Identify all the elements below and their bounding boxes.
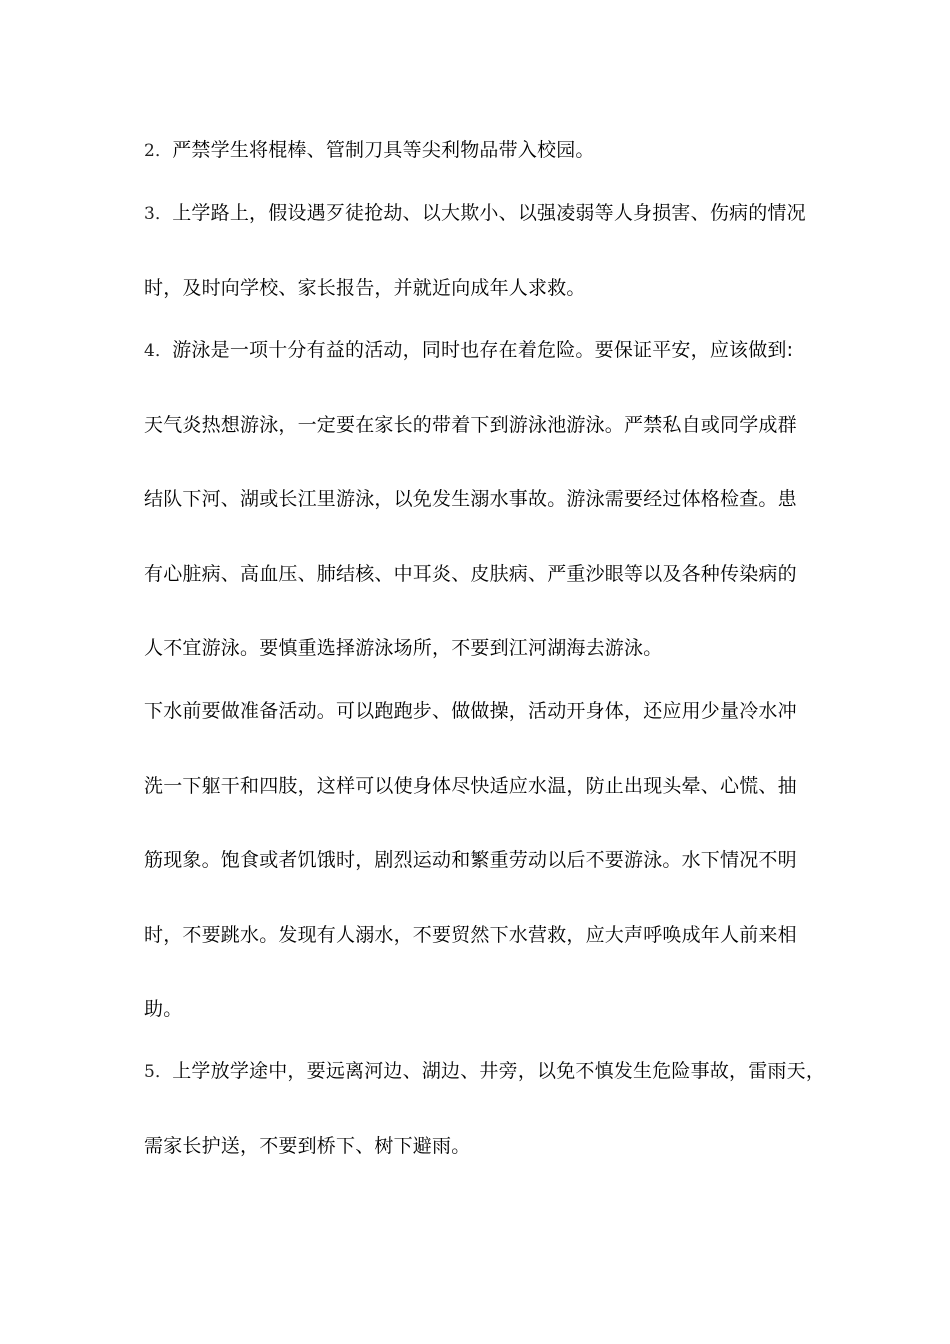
item-number: 5． xyxy=(144,1062,173,1082)
paragraph-line xyxy=(144,562,797,587)
paragraph-line xyxy=(144,413,797,438)
line-text: 下水前要做准备活动。可以跑跑步、做做操，活动开身体，还应用少量冷水冲 xyxy=(144,700,797,722)
paragraph-line xyxy=(144,699,797,724)
paragraph-line xyxy=(144,997,182,1022)
line-text: 筋现象。饱食或者饥饿时，剧烈运动和繁重劳动以后不要游泳。水下情况不明 xyxy=(144,849,797,871)
item-number: 4． xyxy=(144,341,173,361)
item-number: 3． xyxy=(144,204,173,224)
line-text: 上学放学途中，要远离河边、湖边、井旁，以免不慎发生危险事故，雷雨天， xyxy=(172,1060,826,1082)
line-text: 游泳是一项十分有益的活动，同时也存在着危险。要保证平安，应该做到: xyxy=(172,339,794,361)
paragraph-line xyxy=(144,276,586,301)
line-text: 助。 xyxy=(144,998,183,1020)
paragraph-line xyxy=(144,487,797,512)
paragraph-line xyxy=(144,636,662,661)
line-text: 上学路上，假设遇歹徒抢劫、以大欺小、以强凌弱等人身损害、伤病的情况 xyxy=(172,202,806,224)
line-text: 严禁学生将棍棒、管制刀具等尖利物品带入校园。 xyxy=(172,139,595,161)
line-text: 洗一下躯干和四肢，这样可以使身体尽快适应水温，防止出现头晕、心慌、抽 xyxy=(144,775,797,797)
paragraph-line xyxy=(144,338,793,363)
paragraph-line xyxy=(144,1134,470,1159)
line-text: 天气炎热想游泳，一定要在家长的带着下到游泳池游泳。严禁私自或同学成群 xyxy=(144,414,797,436)
line-text: 时，不要跳水。发现有人溺水，不要贸然下水营救，应大声呼唤成年人前来相 xyxy=(144,924,797,946)
paragraph-line xyxy=(144,138,595,163)
paragraph-line xyxy=(144,774,797,799)
paragraph-line xyxy=(144,923,797,948)
item-number: 2． xyxy=(144,141,173,161)
line-text: 结队下河、湖或长江里游泳，以免发生溺水事故。游泳需要经过体格检查。患 xyxy=(144,488,797,510)
line-text: 有心脏病、高血压、肺结核、中耳炎、皮肤病、严重沙眼等以及各种传染病的 xyxy=(144,563,797,585)
line-text: 需家长护送，不要到桥下、树下避雨。 xyxy=(144,1135,471,1157)
paragraph-line xyxy=(144,201,806,226)
line-text: 时，及时向学校、家长报告，并就近向成年人求救。 xyxy=(144,277,586,299)
paragraph-line xyxy=(144,848,797,873)
paragraph-line xyxy=(144,1059,825,1084)
line-text: 人不宜游泳。要慎重选择游泳场所，不要到江河湖海去游泳。 xyxy=(144,637,663,659)
